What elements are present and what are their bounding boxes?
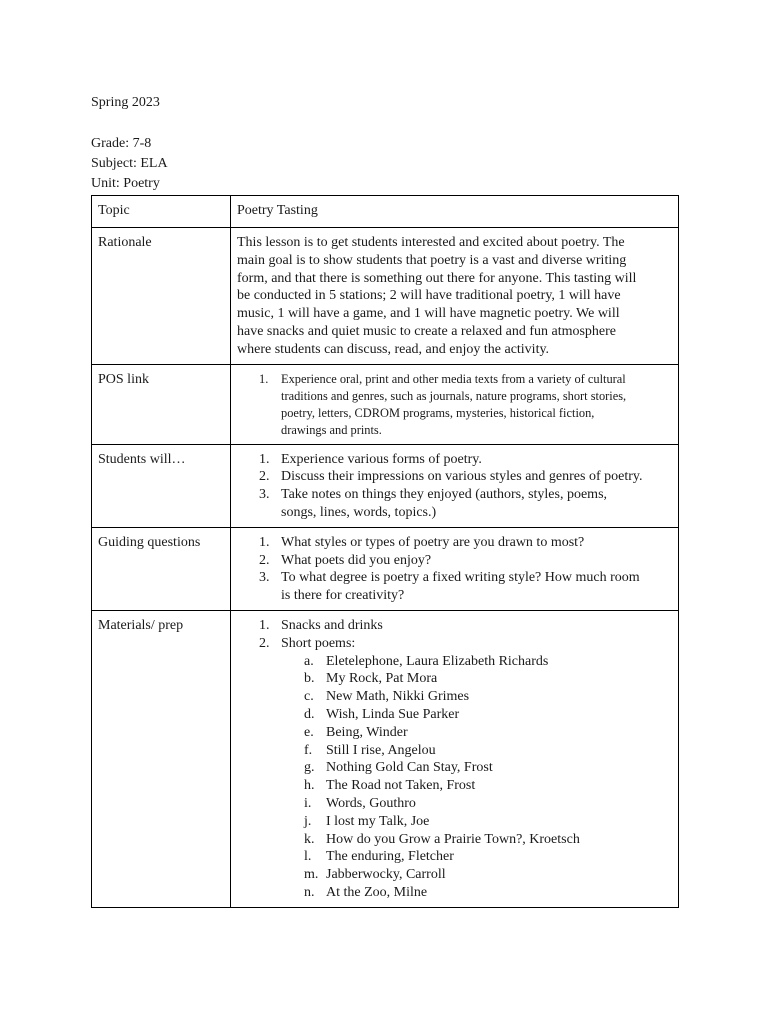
- list-marker: e.: [304, 724, 314, 740]
- poem-title: Nothing Gold Can Stay, Frost: [326, 760, 493, 776]
- students-will-label: Students will…: [92, 444, 231, 527]
- poem-title: New Math, Nikki Grimes: [326, 689, 470, 705]
- guiding-questions-content: [231, 527, 679, 610]
- poem-title: I lost my Talk, Joe: [326, 813, 430, 829]
- list-marker: g.: [304, 760, 315, 776]
- list-item: [259, 617, 673, 635]
- list-marker: j.: [304, 813, 312, 829]
- rationale-line: main goal is to show students that poetry is a vast and diverse writing: [237, 252, 627, 268]
- list-marker: 1.: [259, 617, 270, 633]
- table-row-guiding-questions: [92, 527, 679, 610]
- materials-label: Materials/ prep: [92, 610, 231, 907]
- list-marker: 1.: [259, 534, 270, 550]
- table-row-pos-link: [92, 364, 679, 444]
- poem-item: [304, 742, 673, 760]
- list-item: [259, 569, 673, 605]
- list-item-line: drawings and prints.: [281, 422, 382, 437]
- list-marker: 1.: [259, 451, 270, 467]
- list-item-line: traditions and genres, such as journals, nature programs, short stories,: [281, 388, 627, 403]
- list-item: [259, 534, 673, 552]
- list-item: [259, 468, 673, 486]
- rationale-line: This lesson is to get students interested and excited about poetry. The: [237, 235, 625, 250]
- topic-label: Topic: [92, 196, 231, 228]
- rationale-label: Rationale: [92, 228, 231, 365]
- list-item-line: Take notes on things they enjoyed (authors, styles, poems,: [281, 487, 608, 503]
- list-item-line: poetry, letters, CDROM programs, mysteries, historical fiction,: [281, 405, 595, 420]
- poem-title: Wish, Linda Sue Parker: [326, 706, 460, 722]
- subject-line: Subject: ELA: [91, 156, 168, 171]
- pos-link-content: [231, 364, 679, 444]
- poem-item: [304, 795, 673, 813]
- list-marker: 3.: [259, 570, 270, 586]
- list-marker: a.: [304, 653, 314, 669]
- table-row-materials: [92, 610, 679, 907]
- list-item-text: Snacks and drinks: [281, 617, 383, 633]
- unit-line: Unit: Poetry: [91, 176, 160, 191]
- table-row-rationale: [92, 228, 679, 365]
- guiding-questions-label: Guiding questions: [92, 527, 231, 610]
- rationale-line: where students can discuss, read, and enjoy the activity.: [237, 341, 550, 357]
- materials-list: [237, 617, 673, 902]
- list-item-line: Discuss their impressions on various styles and genres of poetry.: [281, 469, 643, 485]
- term-heading: Spring 2023: [91, 95, 160, 110]
- list-item-line: What poets did you enjoy?: [281, 552, 432, 568]
- poem-title: The enduring, Fletcher: [326, 849, 454, 865]
- list-marker: f.: [304, 742, 313, 758]
- poems-list: [281, 653, 673, 902]
- materials-content: [231, 610, 679, 907]
- rationale-line: have snacks and quiet music to create a relaxed and fun atmosphere: [237, 323, 617, 339]
- list-item-line: What styles or types of poetry are you drawn to most?: [281, 534, 585, 550]
- list-marker: c.: [304, 689, 314, 705]
- guiding-questions-list: [237, 534, 673, 605]
- rationale-content: [231, 228, 679, 365]
- poem-item: [304, 813, 673, 831]
- poem-title: Eletelephone, Laura Elizabeth Richards: [326, 653, 549, 669]
- students-will-list: [237, 451, 673, 522]
- poem-title: How do you Grow a Prairie Town?, Kroetsch: [326, 831, 580, 847]
- list-marker: 2.: [259, 635, 270, 651]
- list-item: [259, 552, 673, 570]
- rationale-line: music, 1 will have a game, and 1 will have magnetic poetry. We will: [237, 306, 620, 322]
- poem-item: [304, 884, 673, 902]
- topic-value: Poetry Tasting: [231, 196, 679, 228]
- list-marker: 2.: [259, 552, 270, 568]
- poem-title: The Road not Taken, Frost: [326, 778, 476, 794]
- list-marker: i.: [304, 795, 312, 811]
- grade-line: Grade: 7-8: [91, 136, 152, 151]
- list-marker: m.: [304, 867, 319, 883]
- list-marker: n.: [304, 884, 315, 900]
- rationale-line: form, and that there is something out there for anyone. This tasting will: [237, 270, 637, 286]
- list-item-line: To what degree is poetry a fixed writing style? How much room: [281, 570, 640, 586]
- poem-item: [304, 688, 673, 706]
- poem-item: [304, 706, 673, 724]
- poem-item: [304, 724, 673, 742]
- list-marker: k.: [304, 831, 315, 847]
- poem-item: [304, 866, 673, 884]
- spacer: [91, 114, 679, 135]
- list-marker: h.: [304, 778, 315, 794]
- list-marker: l.: [304, 849, 312, 865]
- poem-title: Still I rise, Angelou: [326, 742, 436, 758]
- poem-title: Being, Winder: [326, 724, 408, 740]
- list-marker: 2.: [259, 469, 270, 485]
- list-item: [259, 635, 673, 902]
- list-marker: 3.: [259, 487, 270, 503]
- poem-item: [304, 831, 673, 849]
- pos-link-list: [237, 371, 673, 439]
- list-marker: d.: [304, 706, 315, 722]
- rationale-paragraph: [237, 234, 673, 359]
- poem-item: [304, 759, 673, 777]
- rationale-line: be conducted in 5 stations; 2 will have traditional poetry, 1 will have: [237, 288, 621, 304]
- poem-title: At the Zoo, Milne: [326, 884, 428, 900]
- list-marker: b.: [304, 671, 315, 687]
- table-row-students-will: [92, 444, 679, 527]
- lesson-plan-page: [91, 94, 679, 908]
- poem-item: [304, 848, 673, 866]
- list-item-text: Short poems:: [281, 635, 356, 651]
- list-item: [259, 451, 673, 469]
- list-item-line: is there for creativity?: [281, 588, 405, 604]
- poem-title: Jabberwocky, Carroll: [326, 867, 446, 883]
- pos-link-label: POS link: [92, 364, 231, 444]
- list-item-line: Experience various forms of poetry.: [281, 451, 482, 467]
- poem-item: [304, 653, 673, 671]
- list-item: [259, 371, 673, 439]
- poem-item: [304, 670, 673, 688]
- poem-title: Words, Gouthro: [326, 795, 416, 811]
- table-row-topic: [92, 196, 679, 228]
- poem-item: [304, 777, 673, 795]
- list-marker: 1.: [259, 371, 269, 386]
- list-item: [259, 486, 673, 522]
- list-item-line: songs, lines, words, topics.): [281, 504, 437, 520]
- list-item-line: Experience oral, print and other media texts from a variety of cultural: [281, 371, 626, 386]
- students-will-content: [231, 444, 679, 527]
- poem-title: My Rock, Pat Mora: [326, 671, 438, 687]
- lesson-plan-table: [91, 195, 679, 908]
